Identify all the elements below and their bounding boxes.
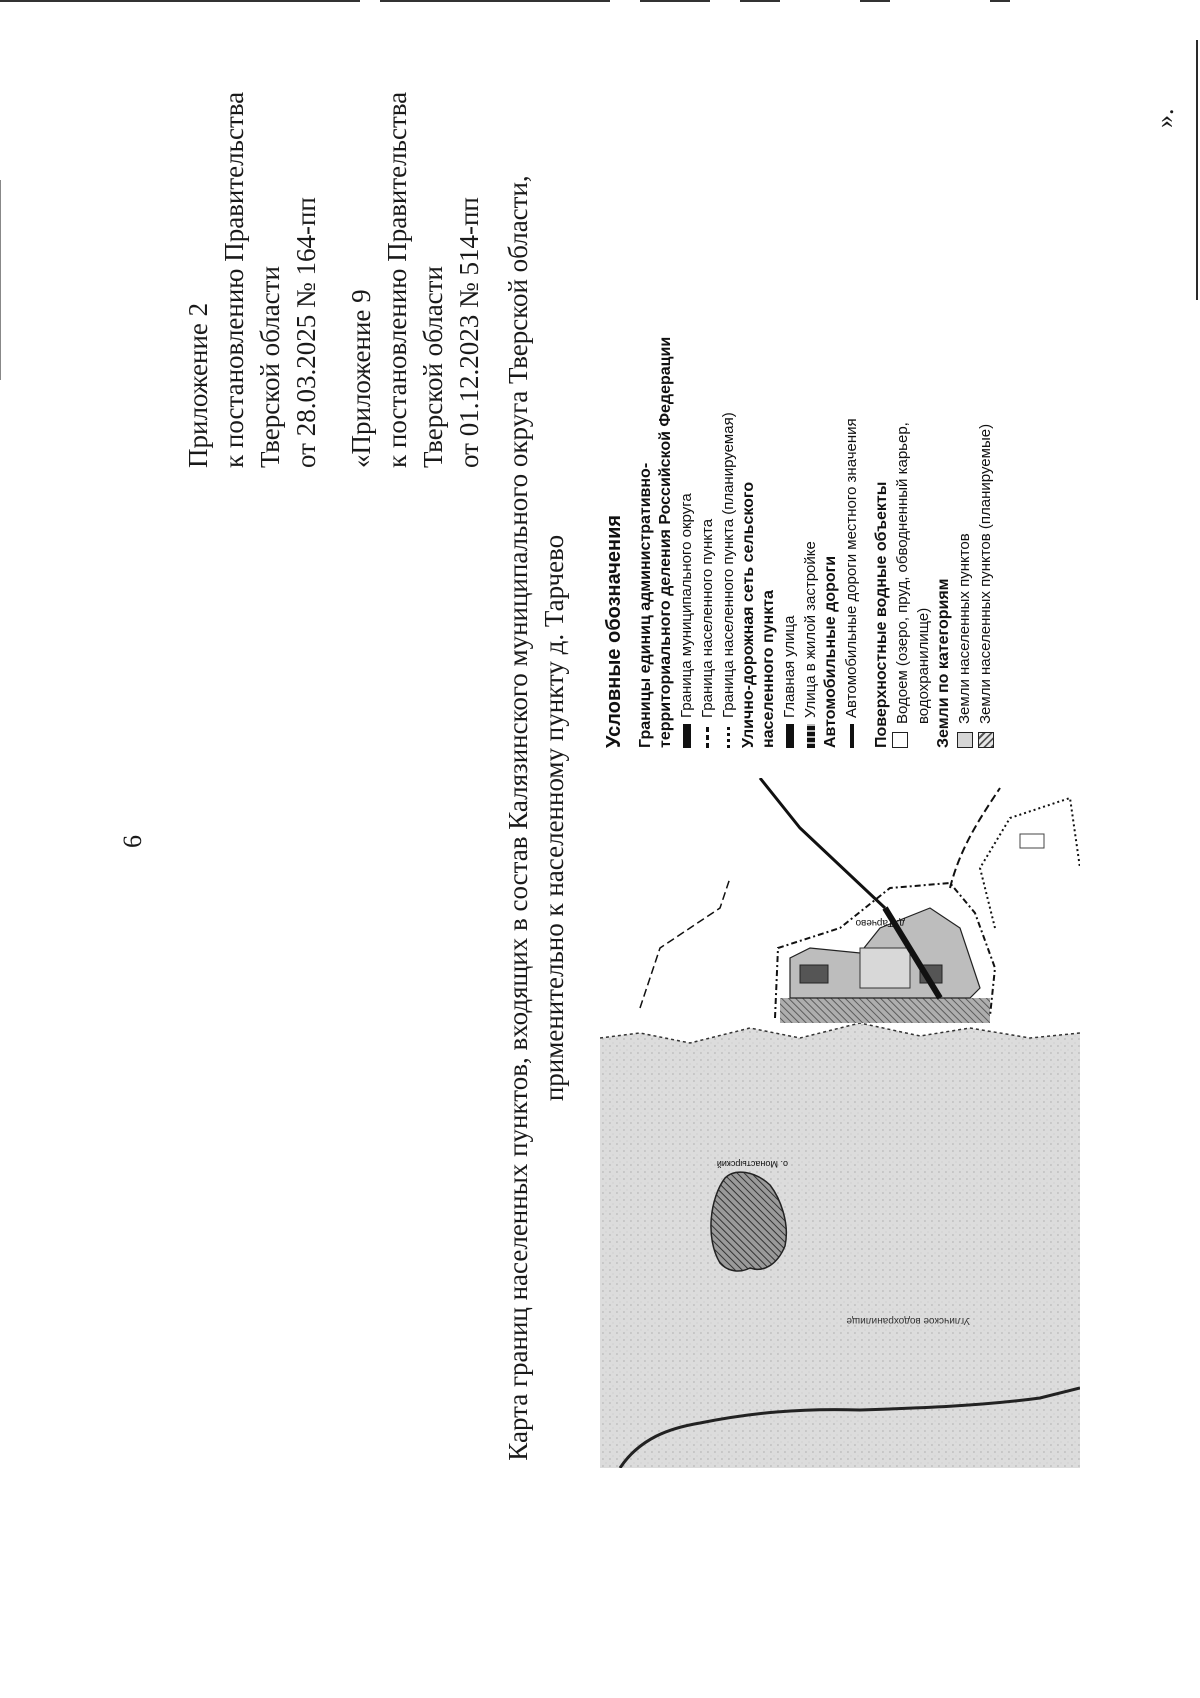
settlement-lands-planned-symbol <box>978 732 994 748</box>
planned-boundary-symbol <box>727 724 730 748</box>
settlement-map <box>600 778 1080 1468</box>
label-island: о. Монастырский <box>716 1159 788 1169</box>
closing-quote: ». <box>1150 108 1179 128</box>
settlement-block <box>860 948 910 988</box>
legend-label-settlement-lands: Земли населенных пунктов <box>956 533 973 724</box>
legend-group-lands: Земли по категориям <box>935 578 952 748</box>
annex-previous-line4: от 01.12.2023 № 514-пп <box>454 197 484 468</box>
municipal-boundary-symbol <box>683 724 691 748</box>
residential-street-symbol <box>807 724 815 748</box>
legend-item-settlement-lands <box>954 128 975 748</box>
annex-current-line4: от 28.03.2025 № 164-пп <box>291 197 321 468</box>
legend-group-roads: Автомобильные дороги <box>822 555 839 748</box>
legend-item-water-body <box>892 128 934 748</box>
legend-label-settlement-boundary-planned: Граница населенного пункта (планируемая) <box>720 412 737 718</box>
label-reservoir: Угличское водохранилище <box>846 1315 970 1326</box>
map-legend <box>603 128 996 748</box>
legend-label-municipal-boundary: Граница муниципального округа <box>678 493 695 718</box>
legend-label-settlement-boundary: Граница населенного пункта <box>699 518 716 718</box>
annex-previous-line3: Тверской области <box>418 266 448 468</box>
legend-title: Условные обозначения <box>603 514 625 748</box>
local-road-symbol <box>850 724 854 748</box>
legend-item-settlement-lands-planned <box>975 128 996 748</box>
annex-previous-line2: к постановлению Правительства <box>382 91 412 468</box>
annex-current <box>180 92 324 468</box>
legend-item-residential-street <box>800 128 821 748</box>
legend-item-local-roads <box>841 128 862 748</box>
legend-group-admin-l1: Границы единиц административно- <box>637 462 654 748</box>
page-number: 6 <box>118 835 147 848</box>
legend-group-admin-l2: территориального деления Российской Федерации <box>657 336 674 748</box>
legend-label-water-body-l2: водохранилище) <box>915 607 932 724</box>
legend-item-main-street <box>779 128 800 748</box>
legend-label-water-body-l1: Водоем (озеро, пруд, обводненный карьер, <box>894 422 911 724</box>
settlement-boundary-symbol <box>706 724 709 748</box>
annex-previous-line1: «Приложение 9 <box>346 289 376 468</box>
annex-current-line3: Тверской области <box>255 266 285 468</box>
legend-group-water: Поверхностные водные объекты <box>873 481 890 748</box>
legend-item-settlement-boundary <box>697 128 718 748</box>
legend-label-main-street: Главная улица <box>781 615 798 718</box>
water-body-symbol <box>892 732 908 748</box>
legend-item-settlement-boundary-planned <box>718 128 739 748</box>
label-settlement: д. Тарчево <box>855 917 905 928</box>
main-street-symbol <box>786 724 794 748</box>
legend-item-municipal-boundary <box>676 128 697 748</box>
map-title-line2: применительно к населенному пункту д. Тарчево <box>539 534 569 1102</box>
map-title <box>500 118 572 1518</box>
legend-label-residential-street: Улица в жилой застройке <box>802 541 819 718</box>
map-title-line1: Карта границ населенных пунктов, входящих в состав Калязинского муниципального округа Тверской области, <box>503 175 533 1461</box>
legend-label-settlement-lands-planned: Земли населенных пунктов (планируемые) <box>977 423 994 724</box>
legend-label-local-roads: Автомобильные дороги местного значения <box>843 418 860 718</box>
legend-group-streets-l2: населенного пункта <box>760 590 777 748</box>
annex-current-line2: к постановлению Правительства <box>219 91 249 468</box>
legend-group-streets-l1: Улично-дорожная сеть сельского <box>740 481 757 748</box>
annex-previous <box>343 92 487 468</box>
settlement-lands-symbol <box>957 732 973 748</box>
annex-current-line1: Приложение 2 <box>183 302 213 468</box>
settlement-planned-lands <box>780 998 990 1023</box>
